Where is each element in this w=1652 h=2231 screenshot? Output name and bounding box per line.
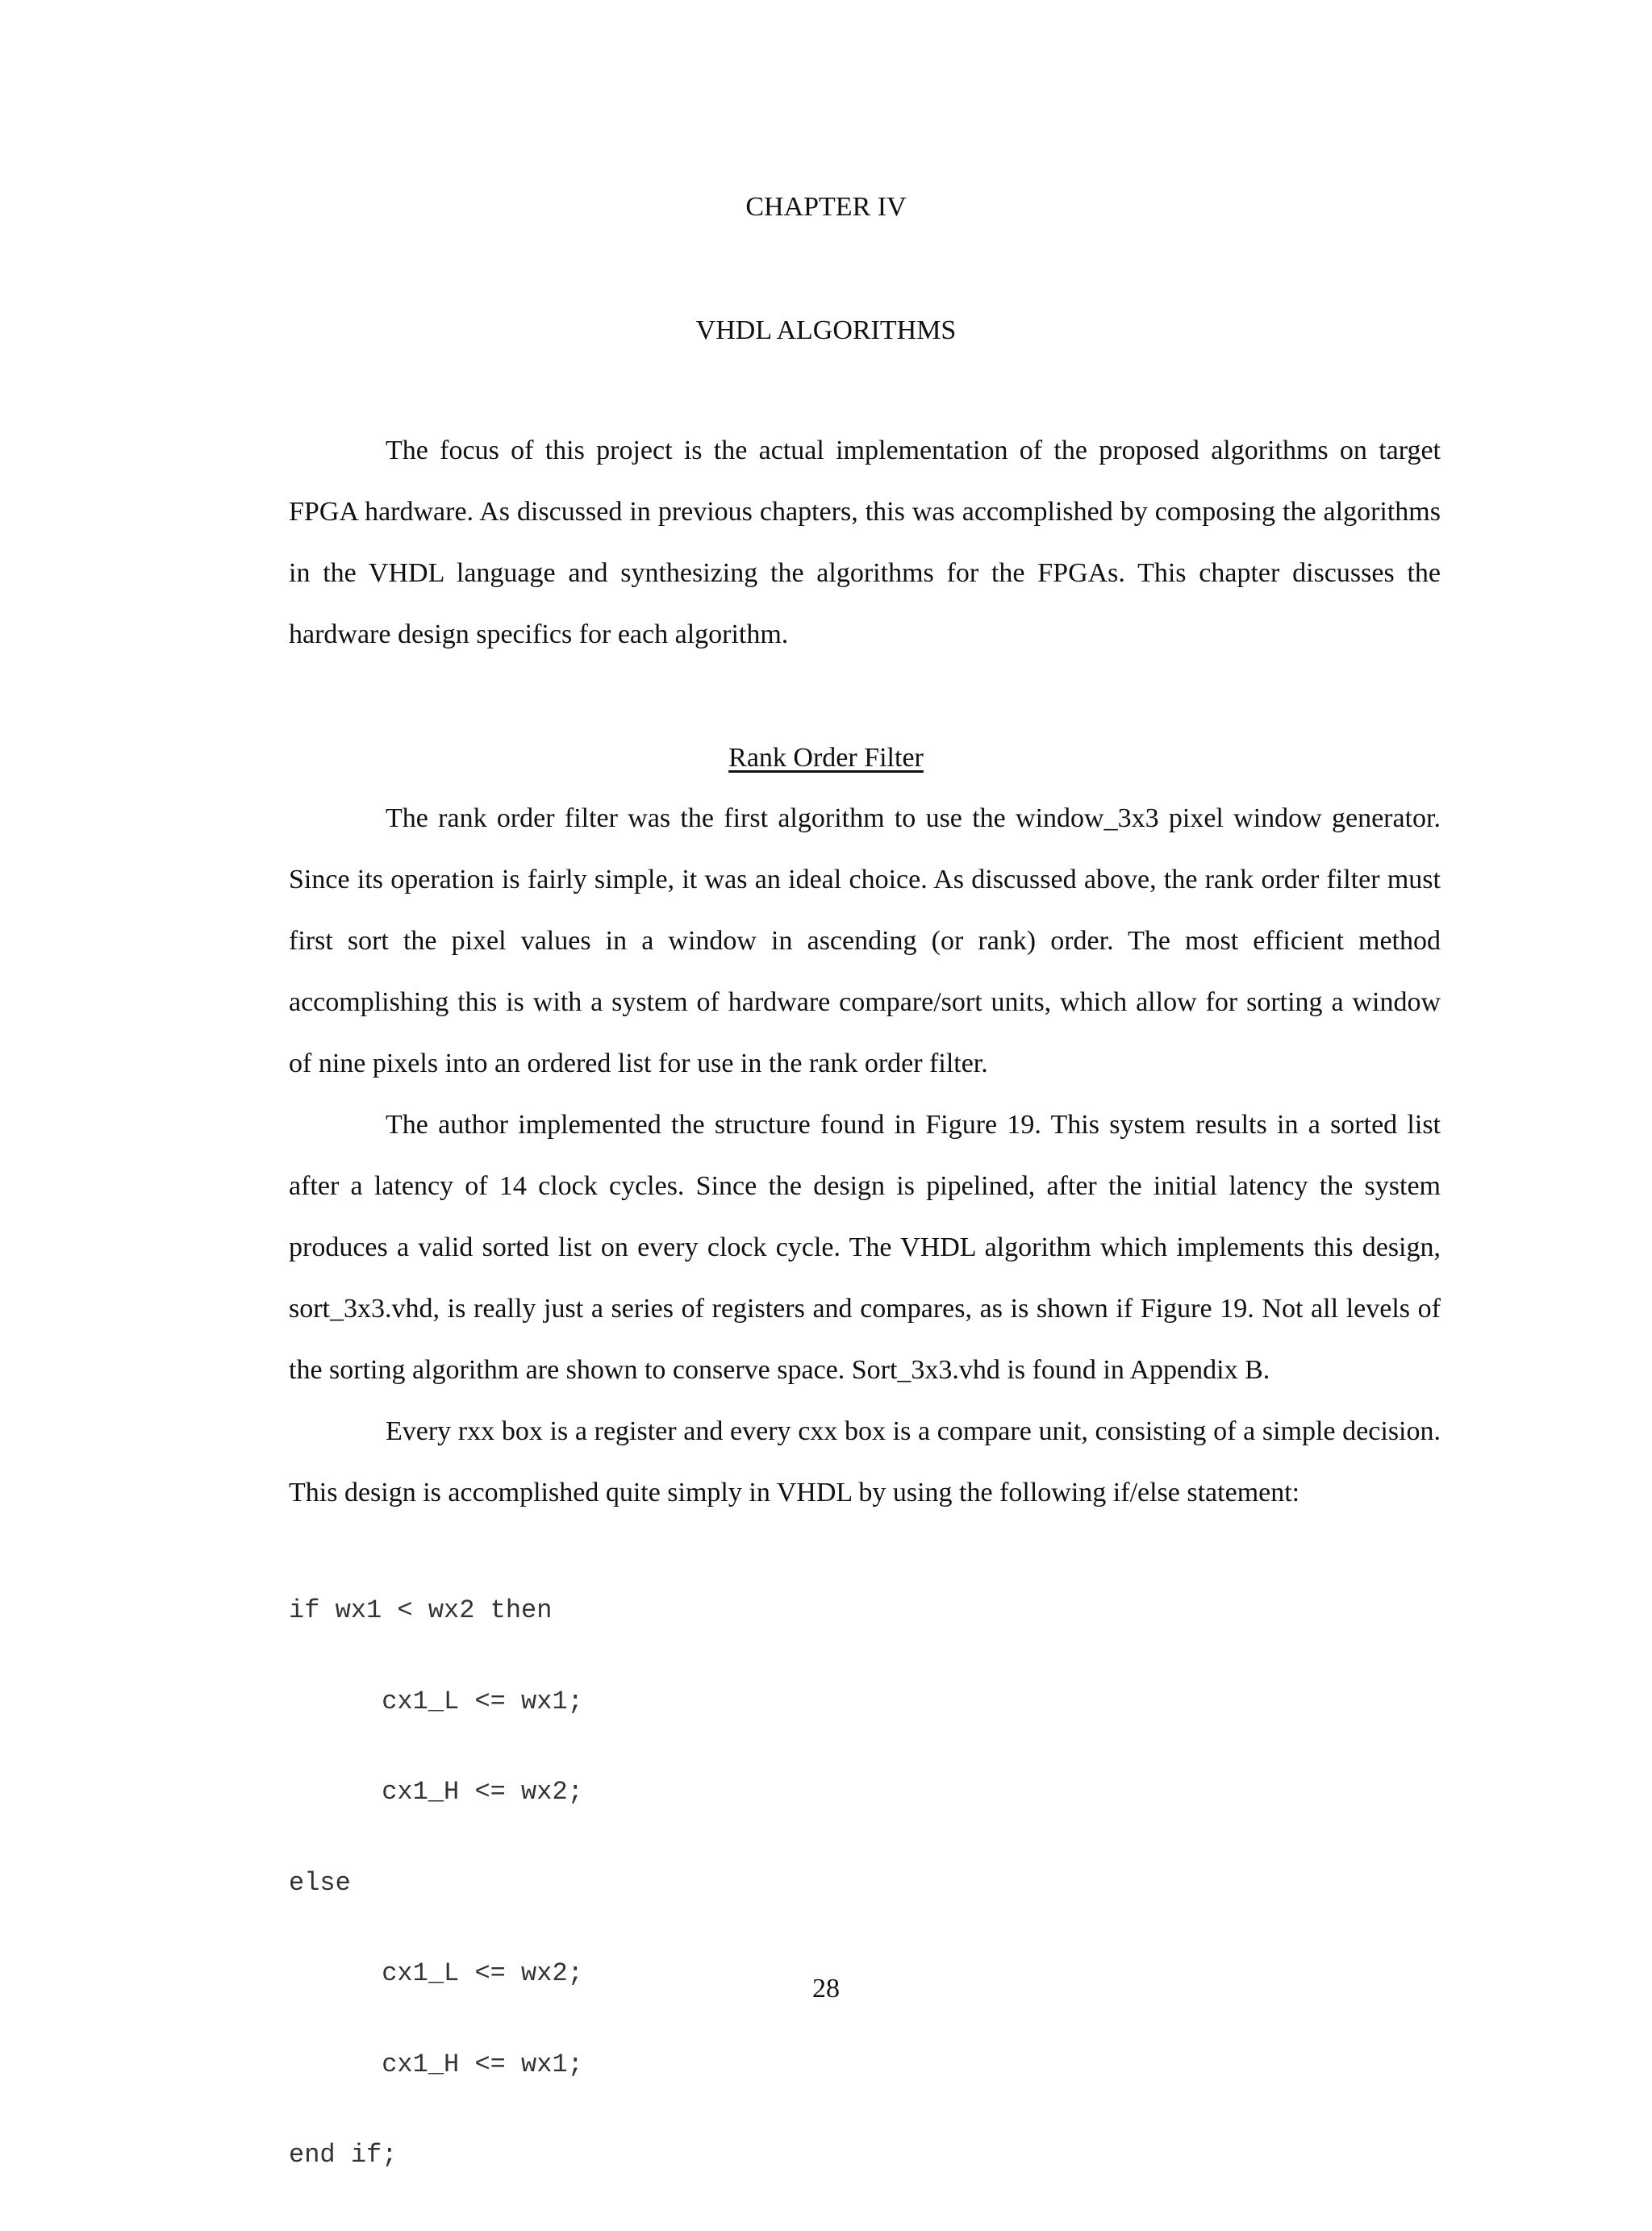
body-paragraph xyxy=(289,1401,1441,1524)
chapter-title: VHDL ALGORITHMS xyxy=(695,315,957,345)
body-paragraph xyxy=(289,788,1441,1095)
section-heading xyxy=(0,739,1652,778)
code-line: cx1_H <= wx2; xyxy=(289,1777,583,1807)
code-line: cx1_H <= wx1; xyxy=(289,2049,583,2079)
code-line: end if; xyxy=(289,2140,398,2170)
body-paragraph-text: Every rxx box is a register and every cxx box is a compare unit, consisting of a simple decision. This design is accomplished quite simply in VHDL by using the following if/else statement: xyxy=(289,1416,1441,1507)
code-line: cx1_L <= wx2; xyxy=(289,1958,583,1988)
body-paragraph-text: The author implemented the structure found in Figure 19. This system results in a sorted list after a latency of 14 clock cycles. Since the design is pipelined, after the initial latency the system produces a valid sorted list on every clock cycle. The VHDL algorithm which implements this design, sort_3x3.vhd, is really just a series of registers and compares, as is shown if Figure 19. Not all levels of the sorting algorithm are shown to conserve space. Sort_3x3.vhd is found in Appendix B. xyxy=(289,1110,1441,1385)
body-paragraph xyxy=(289,1095,1441,1401)
intro-paragraph xyxy=(289,420,1441,665)
code-line: if wx1 < wx2 then xyxy=(289,1595,553,1625)
section-heading-text: Rank Order Filter xyxy=(728,743,924,773)
code-line: else xyxy=(289,1867,351,1898)
intro-paragraph-text: The focus of this project is the actual implementation of the proposed algorithms on target FPGA hardware. As discussed in previous chapters, this was accomplished by composing the algorithms in the VHDL language and synthesizing the algorithms for the FPGAs. This chapter discusses the hardware design specifics for each algorithm. xyxy=(289,436,1441,649)
page-number: 28 xyxy=(812,1974,840,2004)
body-paragraph-text: The rank order filter was the first algorithm to use the window_3x3 pixel window generator. Since its operation is fairly simple, it was an ideal choice. As discussed above, the rank order filter must first sort the pixel values in a window in ascending (or rank) order. The most efficient method accomplishing this is with a system of hardware compare/sort units, which allow for sorting a window of nine pixels into an ordered list for use in the rank order filter. xyxy=(289,803,1441,1078)
chapter-heading: CHAPTER IV xyxy=(745,192,907,222)
code-block xyxy=(289,1535,1441,2231)
code-line: cx1_L <= wx1; xyxy=(289,1686,583,1716)
